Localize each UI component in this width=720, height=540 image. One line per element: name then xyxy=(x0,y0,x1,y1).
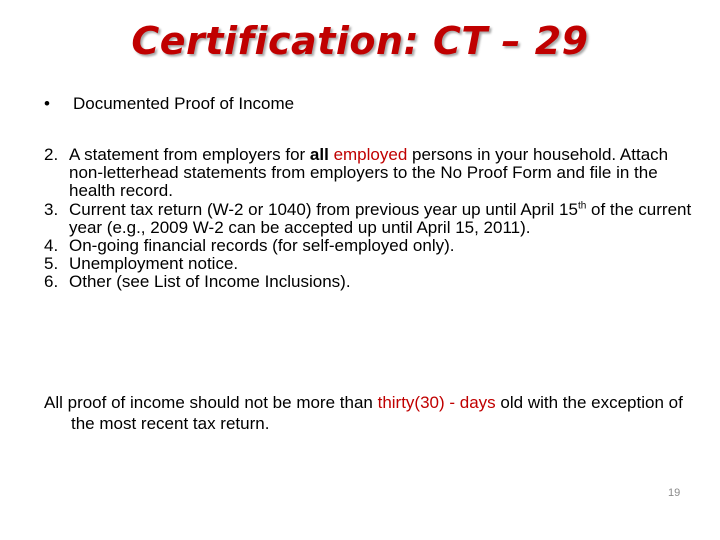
closing-text: old with the exception of the most recent tax return. xyxy=(71,393,683,433)
superscript: th xyxy=(577,199,587,211)
list-item xyxy=(44,201,694,237)
bullet-text: Documented Proof of Income xyxy=(73,94,295,113)
emphasis-red: thirty(30) - days xyxy=(377,393,496,412)
list-item xyxy=(44,237,694,255)
list-item-number: 4. xyxy=(44,236,59,256)
slide-title: Certification: CT – 29 xyxy=(131,19,589,63)
emphasis-red: employed xyxy=(333,145,408,164)
list-item-text: Other (see List of Income Inclusions). xyxy=(69,272,351,292)
list-item-text: persons in your household. Attach non-letterhead statements from employers to the No Proof Form and file in the health record. xyxy=(69,145,669,201)
list-item-number: 5. xyxy=(44,254,59,274)
closing-paragraph xyxy=(44,392,694,434)
bullet-icon: • xyxy=(44,94,50,113)
list-item xyxy=(44,273,694,291)
bullet-item xyxy=(44,92,294,116)
list-item-text: A statement from employers for xyxy=(69,145,310,164)
list-item-number: 2. xyxy=(44,145,59,164)
emphasis-bold: all xyxy=(309,145,329,164)
list-item-text: On-going financial records (for self-employed only). xyxy=(69,236,455,256)
list-item xyxy=(44,255,694,273)
list-item-number: 6. xyxy=(44,272,59,292)
closing-text: All proof of income should not be more than xyxy=(44,393,378,412)
list-item-text: Current tax return (W-2 or 1040) from previous year up until April 15 xyxy=(69,199,578,219)
list-item-number: 3. xyxy=(44,199,59,219)
list-item-text: Unemployment notice. xyxy=(69,254,239,274)
page-number: 19 xyxy=(668,487,681,499)
list-item-text: of the current year (e.g., 2009 W-2 can be accepted up until April 15, 2011). xyxy=(69,199,692,237)
numbered-list xyxy=(44,146,694,292)
list-item xyxy=(44,146,694,201)
